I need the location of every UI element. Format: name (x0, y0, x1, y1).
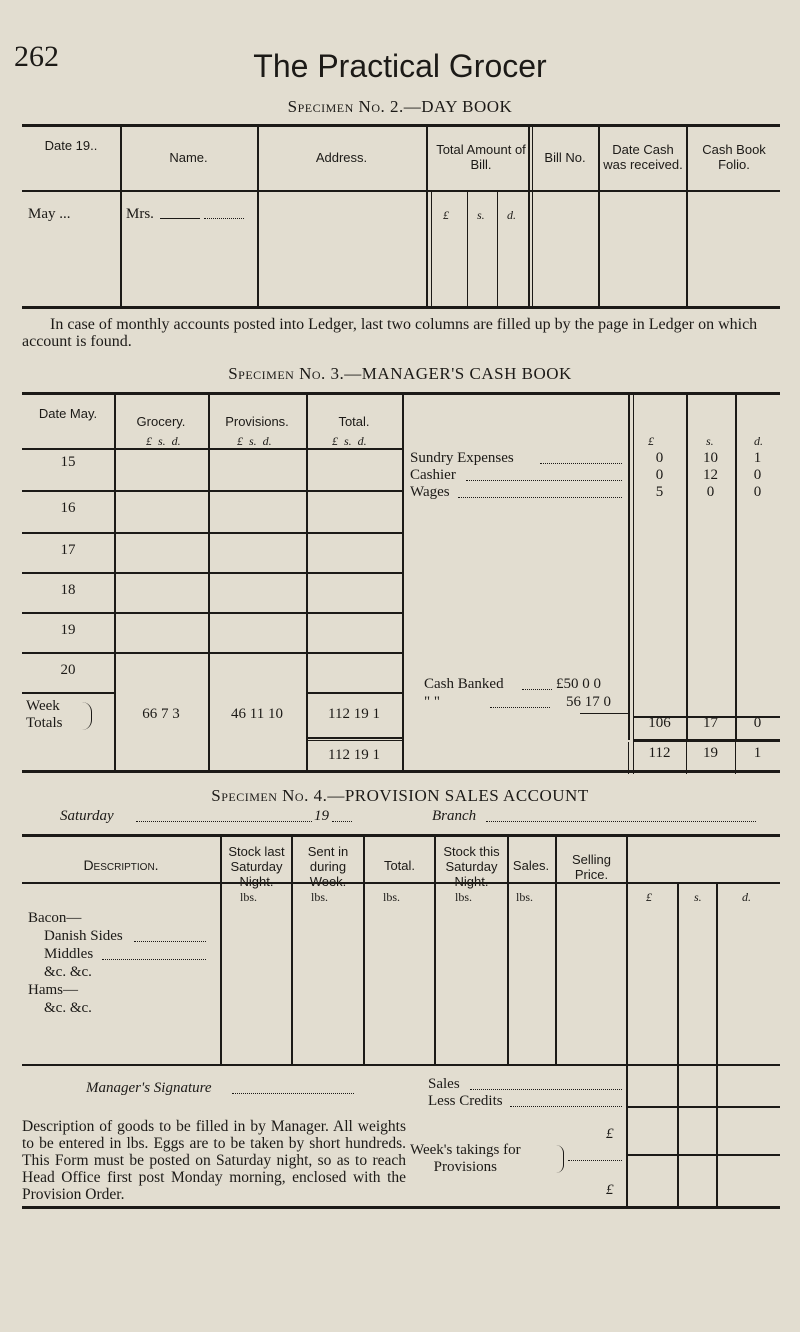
grocery-currency: £ s. d. (146, 434, 181, 448)
col-date-cash: Date Cash was received. (603, 142, 683, 172)
date-17: 17 (60, 542, 76, 558)
item-middles: Middles (44, 946, 94, 962)
col-total-amount: Total Amount of Bill. (436, 142, 526, 172)
col-stock-last: Stock last Saturday Night. (228, 844, 285, 889)
expense-currency-pounds: £ (648, 434, 654, 448)
col-total: Total. (383, 858, 416, 873)
banked-total-shillings: 17 (703, 715, 718, 731)
col-cash-book-folio: Cash Book Folio. (702, 142, 766, 172)
currency-pounds: £ (443, 208, 449, 222)
year-label: 19 (314, 808, 329, 824)
specimen-3-title (0, 364, 800, 384)
weeks-takings-brace (555, 1145, 564, 1173)
manager-signature-label: Manager's Signature (86, 1080, 212, 1096)
banked-total-pence: 0 (753, 715, 762, 731)
page-number: 262 (14, 40, 59, 73)
expense-currency-pence: d. (754, 434, 763, 448)
specimen-3-prefix: Specimen No. 3.— (228, 364, 362, 383)
grand-total-pence: 1 (753, 745, 762, 761)
specimen-2-prefix: Specimen No. 2.— (287, 97, 422, 116)
col-address: Address. (315, 150, 368, 165)
less-credits-label: Less Credits (428, 1093, 503, 1109)
date-19: 19 (60, 622, 76, 638)
col-date-may: Date May. (38, 406, 98, 421)
wages-pounds: 5 (655, 484, 664, 500)
provisions-currency: £ s. d. (237, 434, 272, 448)
item-danish-sides: Danish Sides (44, 928, 123, 944)
provision-currency-shillings: s. (694, 890, 702, 904)
expense-currency-shillings: s. (706, 434, 714, 448)
row-date: May ... (28, 206, 71, 222)
specimen-3-main: MANAGER'S CASH BOOK (361, 364, 572, 383)
provision-currency-pounds: £ (646, 890, 652, 904)
sundry-shillings: 10 (703, 450, 718, 466)
col-name: Name. (169, 150, 208, 165)
item-hams: Hams— (28, 982, 78, 998)
sundry-pounds: 0 (655, 450, 664, 466)
unit-lbs-2: lbs. (311, 890, 329, 904)
col-date: Date 19.. (44, 138, 98, 153)
item-bacon: Bacon— (28, 910, 82, 926)
col-stock-this: Stock this Saturday Night. (443, 844, 500, 889)
col-grocery: Grocery. (136, 414, 186, 429)
currency-pence: d. (507, 208, 516, 222)
takings-pound-sign: £ (606, 1126, 614, 1142)
day-book-note: In case of monthly accounts posted into Ledger, last two columns are filled up by the page in Ledger on which account is found. (22, 316, 758, 350)
unit-lbs-3: lbs. (383, 890, 401, 904)
wages-pence: 0 (753, 484, 762, 500)
week-total-grocery: 66 7 3 (142, 706, 180, 722)
description-note: Description of goods to be filled in by Manager. All weights to be entered in lbs. Eggs are to be taken by short hundreds. This Form must be posted on Saturday night, so as to reach Head Office first post Monday morning, enclosed with the Provision Order. (22, 1118, 406, 1203)
cash-banked-amount: £50 0 0 (556, 676, 601, 692)
grand-total-shillings: 19 (703, 745, 718, 761)
sales-label: Sales (428, 1076, 460, 1092)
grand-total-pounds: 112 (648, 745, 671, 761)
running-title: The Practical Grocer (253, 48, 547, 84)
currency-shillings: s. (477, 208, 485, 222)
date-16: 16 (60, 500, 76, 516)
unit-lbs-1: lbs. (240, 890, 258, 904)
wages-shillings: 0 (706, 484, 715, 500)
sundry-pence: 1 (753, 450, 762, 466)
col-bill-no: Bill No. (544, 150, 586, 165)
cashier-pounds: 0 (655, 467, 664, 483)
col-sent-in: Sent in during Week. (307, 844, 349, 889)
provision-currency-pence: d. (742, 890, 751, 904)
col-selling-price: Selling Price. (571, 852, 612, 882)
date-20: 20 (60, 662, 76, 678)
item-etc-1: &c. &c. (44, 964, 92, 980)
specimen-2-title (0, 97, 800, 117)
week-total-carried: 112 19 1 (328, 747, 380, 763)
week-totals-brace (81, 702, 92, 730)
col-sales: Sales. (512, 858, 550, 873)
col-description: Description. (83, 857, 159, 873)
specimen-4-main: PROVISION SALES ACCOUNT (344, 786, 589, 805)
col-provisions: Provisions. (225, 414, 289, 429)
cash-banked-ditto: " " (424, 694, 440, 710)
date-18: 18 (60, 582, 76, 598)
expense-wages: Wages (410, 484, 450, 500)
cashier-pence: 0 (753, 467, 762, 483)
week-total-provisions: 46 11 10 (231, 706, 283, 722)
weeks-takings-label: Week's takings for Provisions (410, 1142, 521, 1175)
cash-banked-amount-2: 56 17 0 (566, 694, 611, 710)
specimen-4-title (0, 786, 800, 806)
week-totals-label: Week Totals (26, 698, 63, 731)
total-currency: £ s. d. (332, 434, 367, 448)
banked-total-pounds: 106 (648, 715, 671, 731)
cashier-shillings: 12 (703, 467, 718, 483)
col-total: Total. (338, 414, 370, 429)
saturday-label: Saturday (60, 808, 114, 824)
unit-lbs-4: lbs. (455, 890, 473, 904)
specimen-4-prefix: Specimen No. 4.— (211, 786, 345, 805)
date-15: 15 (60, 454, 76, 470)
unit-lbs-5: lbs. (516, 890, 534, 904)
total-pound-sign: £ (606, 1182, 614, 1198)
item-etc-2: &c. &c. (44, 1000, 92, 1016)
expense-cashier: Cashier (410, 467, 456, 483)
expense-sundry: Sundry Expenses (410, 450, 514, 466)
cash-banked-label: Cash Banked (424, 676, 504, 692)
branch-label: Branch (432, 808, 477, 824)
week-total-total: 112 19 1 (328, 706, 380, 722)
specimen-2-main: DAY BOOK (421, 97, 513, 116)
row-name: Mrs. (126, 206, 154, 222)
